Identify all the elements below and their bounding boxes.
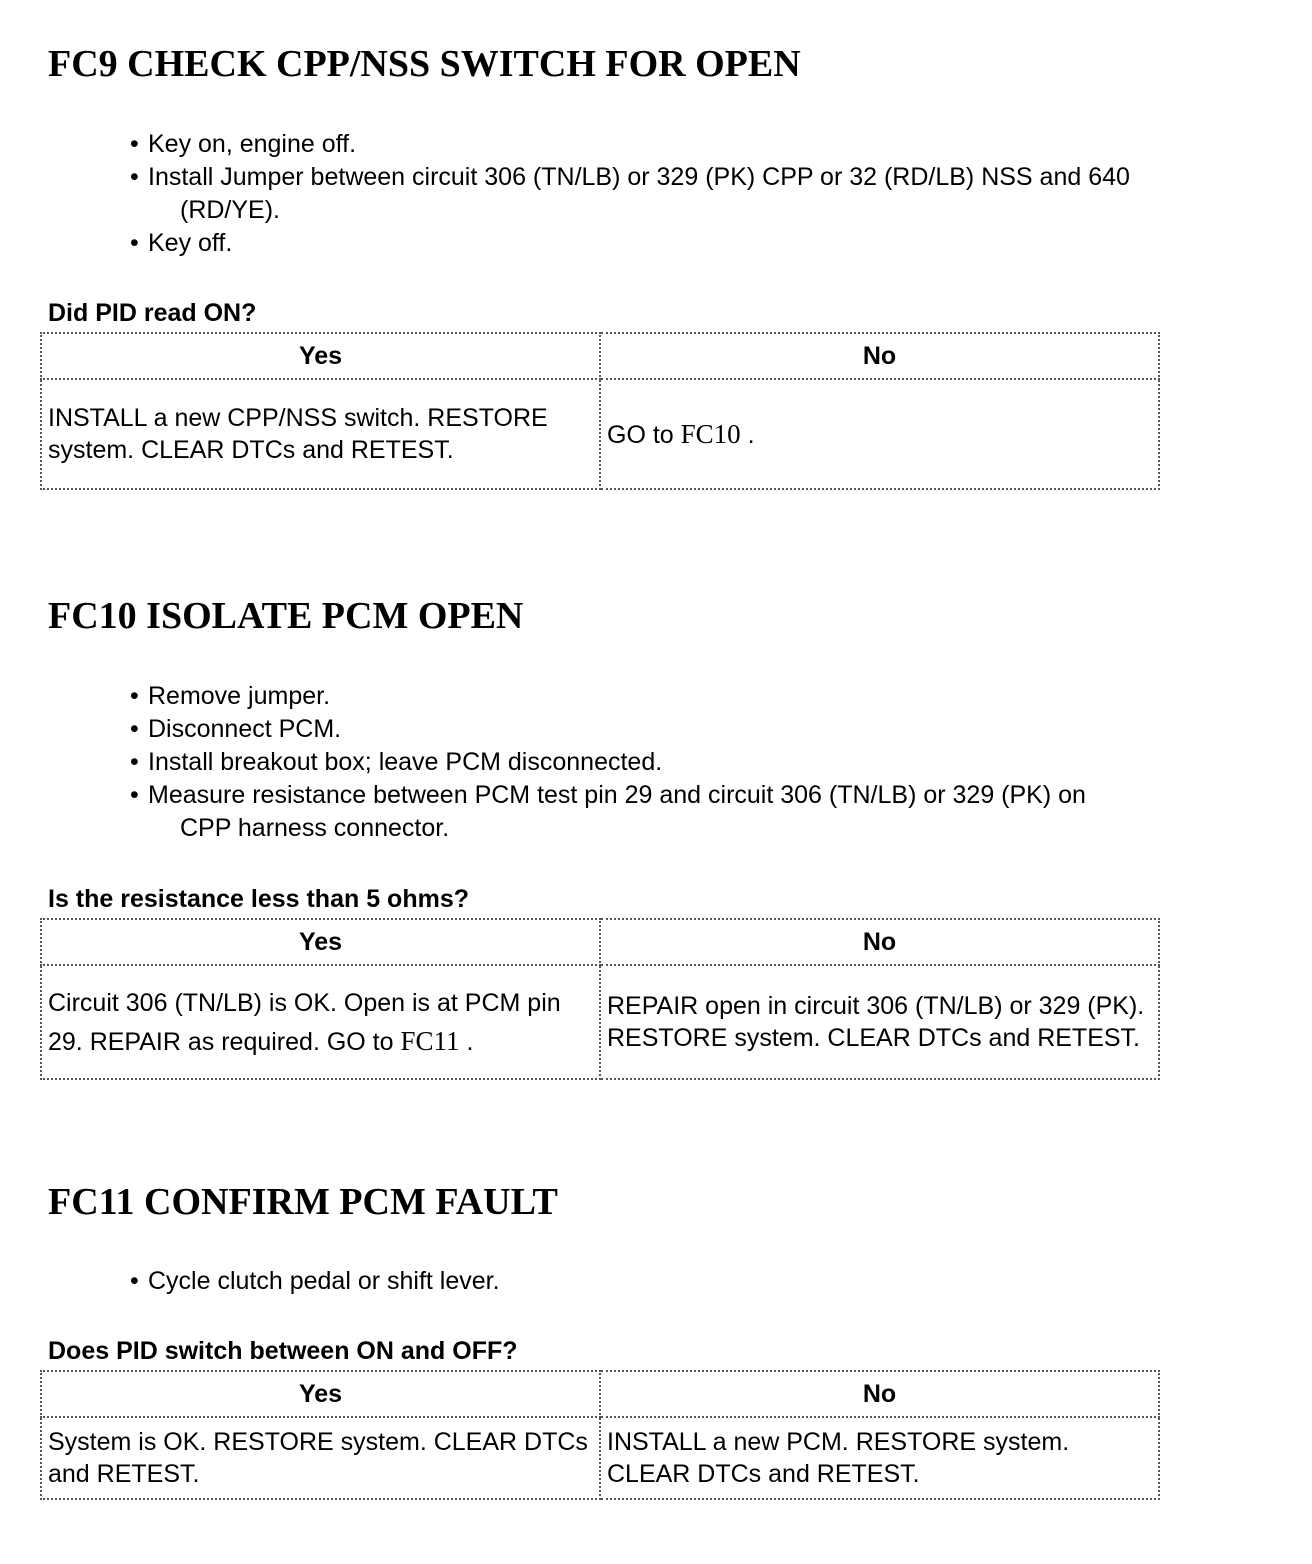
steps-list-fc10: [130, 680, 1270, 845]
yes-cell: INSTALL a new CPP/NSS switch. RESTORE system. CLEAR DTCs and RETEST.: [41, 379, 600, 489]
steps-list-fc9: [130, 128, 1270, 260]
no-cell: INSTALL a new PCM. RESTORE system. CLEAR DTCs and RETEST.: [600, 1417, 1159, 1499]
question-fc10: Is the resistance less than 5 ohms?: [48, 885, 469, 913]
answer-table-fc9: [40, 332, 1160, 490]
section-heading-fc11: FC11 CONFIRM PCM FAULT: [48, 1181, 558, 1223]
step-item: • Install breakout box; leave PCM disconnected.: [130, 746, 1270, 779]
yes-header: Yes: [41, 919, 600, 965]
no-header: No: [600, 919, 1159, 965]
section-heading-fc9: FC9 CHECK CPP/NSS SWITCH FOR OPEN: [48, 43, 801, 85]
question-fc9: Did PID read ON?: [48, 299, 257, 327]
steps-list-fc11: [130, 1265, 1270, 1298]
yes-header: Yes: [41, 333, 600, 379]
yes-cell: Circuit 306 (TN/LB) is OK. Open is at PCM pin 29. REPAIR as required. GO to FC11 .: [41, 965, 600, 1079]
step-item: • Key off.: [130, 227, 1270, 260]
no-cell: GO to FC10 .: [600, 379, 1159, 489]
step-item: • Key on, engine off.: [130, 128, 1270, 161]
no-header: No: [600, 333, 1159, 379]
step-item: • Install Jumper between circuit 306 (TN/LB) or 329 (PK) CPP or 32 (RD/LB) NSS and 640 (RD/YE).: [130, 161, 1270, 227]
yes-cell: System is OK. RESTORE system. CLEAR DTCs and RETEST.: [41, 1417, 600, 1499]
section-heading-fc10: FC10 ISOLATE PCM OPEN: [48, 595, 524, 637]
step-item: • Disconnect PCM.: [130, 713, 1270, 746]
link-fc10[interactable]: FC10: [680, 418, 741, 449]
no-header: No: [600, 1371, 1159, 1417]
question-fc11: Does PID switch between ON and OFF?: [48, 1337, 518, 1365]
step-item: • Remove jumper.: [130, 680, 1270, 713]
yes-header: Yes: [41, 1371, 600, 1417]
answer-table-fc11: [40, 1370, 1160, 1500]
step-item: • Cycle clutch pedal or shift lever.: [130, 1265, 1270, 1298]
answer-table-fc10: [40, 918, 1160, 1080]
link-fc11[interactable]: FC11: [400, 1025, 460, 1056]
no-cell: REPAIR open in circuit 306 (TN/LB) or 329 (PK). RESTORE system. CLEAR DTCs and RETEST.: [600, 965, 1159, 1079]
step-item: • Measure resistance between PCM test pin 29 and circuit 306 (TN/LB) or 329 (PK) on CPP harness connector.: [130, 779, 1270, 845]
